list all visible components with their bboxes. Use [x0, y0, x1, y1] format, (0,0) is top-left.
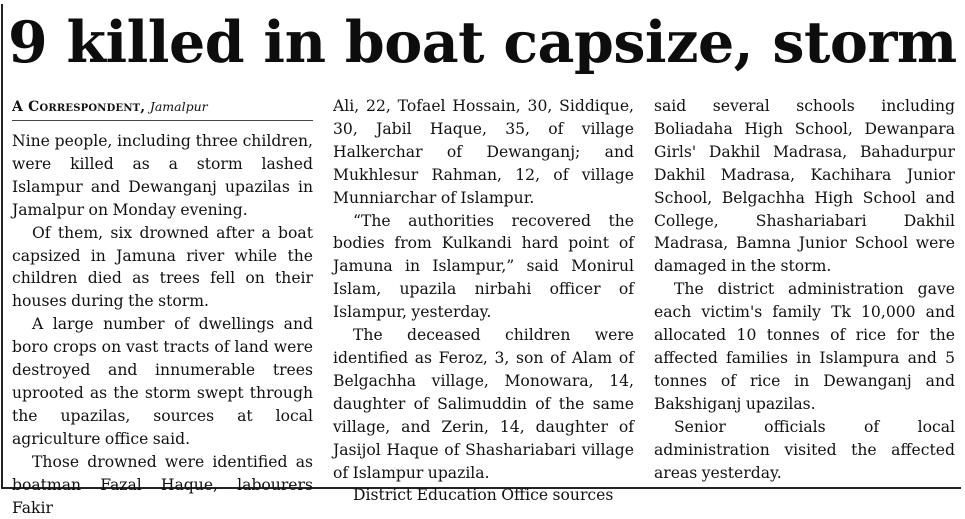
article-column-1	[12, 130, 313, 519]
paragraph: The deceased children were identified as Feroz, 3, son of Alam of Belgachha village, Monowara, 14, daughter of Salimuddin of the same village, and Zerin, 14, daughter of Jasijol Haque of Shashariabari village of Islampur upazila.	[333, 326, 634, 482]
byline-divider	[12, 120, 313, 121]
byline-author: A Correspondent,	[12, 99, 146, 115]
paragraph: “The authorities recovered the bodies from Kulkandi hard point of Jamuna in Islampur,” said Monirul Islam, upazila nirbahi officer of Islampur, yesterday.	[333, 211, 634, 322]
paragraph: District Education Office sources	[353, 486, 614, 505]
paragraph: said several schools including Boliadaha High School, Dewanpara Girls' Dakhil Madrasa, Bahadurpur Dakhil Madrasa, Kachihara Junior School, Belgachha High School and College, Shashariabari Dakhil Madrasa, Bamna Junior School were damaged in the storm.	[654, 97, 955, 276]
paragraph: Nine people, including three children, were killed as a storm lashed Islampur and Dewanganj upazilas in Jamalpur on Monday evening.	[12, 132, 313, 219]
paragraph: Those drowned were identified as boatman Fazal Haque, labourers Fakir	[12, 452, 313, 517]
byline	[12, 96, 312, 118]
paragraph: Senior officials of local administration visited the affected areas yesterday.	[654, 417, 955, 482]
paragraph: The district administration gave each victim's family Tk 10,000 and allocated 10 tonnes of rice for the affected families in Islampura and 5 tonnes of rice in Dewanganj and Bakshiganj upazilas.	[654, 280, 955, 413]
byline-location: Jamalpur	[149, 99, 208, 114]
left-border-rule	[1, 4, 3, 488]
paragraph: Ali, 22, Tofael Hossain, 30, Siddique, 30, Jabil Haque, 35, of village Halkerchar of Dewanganj; and Mukhlesur Rahman, 12, of village Munniarchar of Islampur.	[333, 97, 634, 207]
paragraph: A large number of dwellings and boro crops on vast tracts of land were destroyed and innumerable trees uprooted as the storm swept through the upazilas, sources at local agriculture office said.	[12, 315, 313, 448]
article-column-3	[654, 95, 955, 484]
article-column-2	[333, 95, 634, 507]
headline: 9 killed in boat capsize, storm	[8, 9, 957, 76]
paragraph: Of them, six drowned after a boat capsized in Jamuna river while the children died as trees fell on their houses during the storm.	[12, 223, 313, 311]
